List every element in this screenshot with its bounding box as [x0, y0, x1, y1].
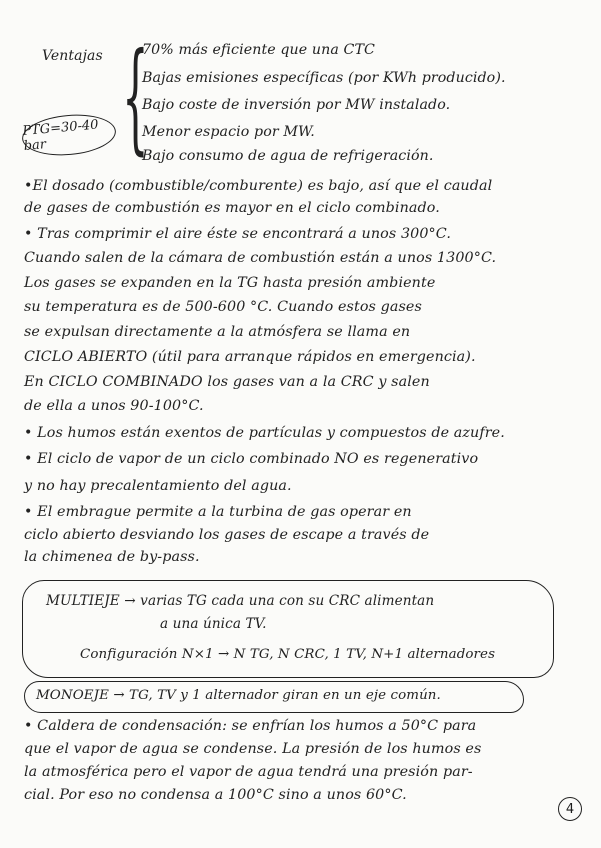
text-line: • El embrague permite a la turbina de gas operar en — [24, 504, 412, 520]
text-line: la chimenea de by-pass. — [24, 549, 200, 565]
text-line: de ella a unos 90-100°C. — [24, 398, 204, 414]
advantage-item: Bajo coste de inversión por MW instalado. — [142, 97, 451, 113]
advantage-item: Menor espacio por MW. — [142, 124, 315, 140]
text-line: • El ciclo de vapor de un ciclo combinado NO es regenerativo — [24, 451, 479, 467]
multieje-line: a una única TV. — [160, 616, 267, 632]
text-line: • Los humos están exentos de partículas y compuestos de azufre. — [24, 425, 505, 441]
text-line: CICLO ABIERTO (útil para arranque rápidos en emergencia). — [24, 349, 476, 365]
text-line: se expulsan directamente a la atmósfera se llama en — [24, 324, 411, 340]
ventajas-label: Ventajas — [42, 48, 103, 64]
text-line: de gases de combustión es mayor en el ciclo combinado. — [24, 200, 440, 216]
text-line: • Caldera de condensación: se enfrían los humos a 50°C para — [24, 718, 477, 734]
advantage-item: Bajas emisiones específicas (por KWh producido). — [142, 70, 506, 86]
text-line: Cuando salen de la cámara de combustión están a unos 1300°C. — [24, 250, 497, 266]
text-line: la atmosférica pero el vapor de agua tendrá una presión par- — [24, 764, 473, 780]
text-line: •El dosado (combustible/comburente) es bajo, así que el caudal — [24, 178, 493, 194]
pressure-note: PTG=30-40 bar — [20, 111, 117, 159]
text-line: Los gases se expanden en la TG hasta presión ambiente — [24, 275, 436, 291]
text-line: • Tras comprimir el aire éste se encontrará a unos 300°C. — [24, 226, 451, 242]
text-line: En CICLO COMBINADO los gases van a la CRC y salen — [24, 374, 430, 390]
advantage-item: Bajo consumo de agua de refrigeración. — [142, 148, 434, 164]
multieje-line: MULTIEJE → varias TG cada una con su CRC alimentan — [46, 593, 435, 609]
advantage-item: 70% más eficiente que una CTC — [142, 42, 375, 58]
page-number: 4 — [558, 797, 582, 821]
monoeje-line: MONOEJE → TG, TV y 1 alternador giran en un eje común. — [36, 688, 441, 703]
curly-brace: { — [122, 28, 149, 167]
configuracion-line: Configuración N×1 → N TG, N CRC, 1 TV, N+1 alternadores — [80, 647, 496, 662]
text-line: su temperatura es de 500-600 °C. Cuando estos gases — [24, 299, 422, 315]
text-line: y no hay precalentamiento del agua. — [24, 478, 292, 494]
text-line: ciclo abierto desviando los gases de escape a través de — [24, 527, 430, 543]
text-line: cial. Por eso no condensa a 100°C sino a unos 60°C. — [24, 787, 407, 803]
text-line: que el vapor de agua se condense. La presión de los humos es — [24, 741, 482, 757]
